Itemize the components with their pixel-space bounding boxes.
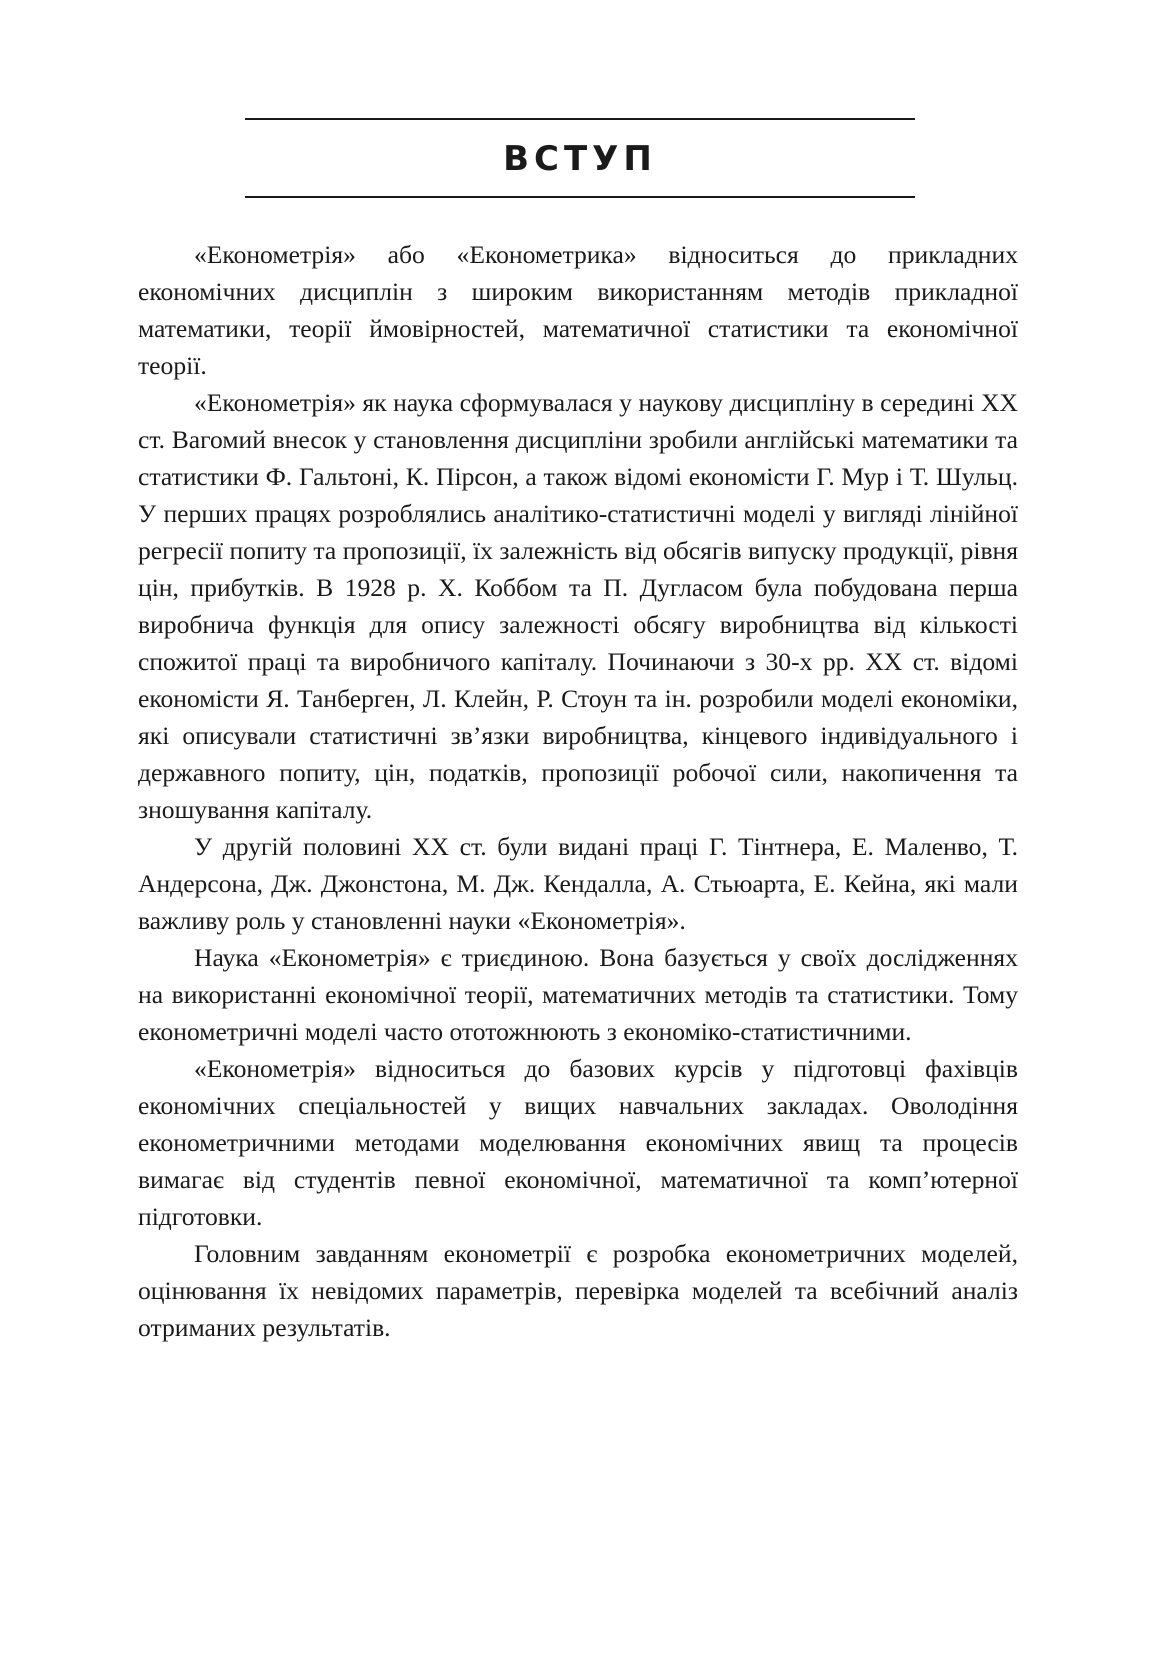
paragraph-1: «Економетрія» або «Економетрика» відноситься до прикладних економічних дисциплін з широким використанням методів прикладної математики, теорії ймовірностей, математичної статистики та економічної теорії. xyxy=(138,240,1018,380)
page-title: ВСТУП xyxy=(503,139,657,179)
paragraph-2: «Економетрія» як наука сформувалася у наукову дисципліну в середині XX ст. Вагомий внесок у становлення дисципліни зробили англійські математики та статистики Ф. Гальтоні, К. Пірсон, а також відомі економісти Г. Мур і Т. Шульц. У перших працях розроблялись аналітико-статистичні моделі у вигляді лінійної регресії попиту та пропозиції, їх залежність від обсягів випуску продукції, рівня цін, прибутків. В 1928 р. Х. Коббом та П. Дугласом була побудована перша виробнича функція для опису залежності обсягу виробництва від кількості спожитої праці та виробничого капіталу. Починаючи з 30-х рр. XX ст. відомі економісти Я. Танберген, Л. Клейн, Р. Стоун та ін. розробили моделі економіки, які описували статистичні зв’язки виробництва, кінцевого індивідуального і державного попиту, цін, податків, пропозиції робочої сили, накопичення та зношування капіталу. xyxy=(138,388,1018,824)
paragraph-5: «Економетрія» відноситься до базових курсів у підготовці фахівців економічних спеціальностей у вищих навчальних закладах. Оволодіння економетричними методами моделювання економічних явищ та процесів вимагає від студентів певної економічної, математичної та комп’ютерної підготовки. xyxy=(138,1054,1018,1231)
paragraph-4: Наука «Економетрія» є триєдиною. Вона базується у своїх дослідженнях на використанні економічної теорії, математичних методів та статистики. Тому економетричні моделі часто ототожнюють з економіко-статистичними. xyxy=(138,943,1018,1046)
heading-top-rule xyxy=(245,118,915,120)
paragraph-6: Головним завданням економетрії є розробка економетричних моделей, оцінювання їх невідомих параметрів, перевірка моделей та всебічний аналіз отриманих результатів. xyxy=(138,1239,1018,1342)
heading-bottom-rule xyxy=(245,196,915,198)
body-text xyxy=(138,236,1018,1346)
paragraph-3: У другій половині XX ст. були видані праці Г. Тінтнера, Е. Маленво, Т. Андерсона, Дж. Джонстона, М. Дж. Кендалла, А. Стьюарта, Е. Кейна, які мали важливу роль у становленні науки «Економетрія». xyxy=(138,832,1018,935)
